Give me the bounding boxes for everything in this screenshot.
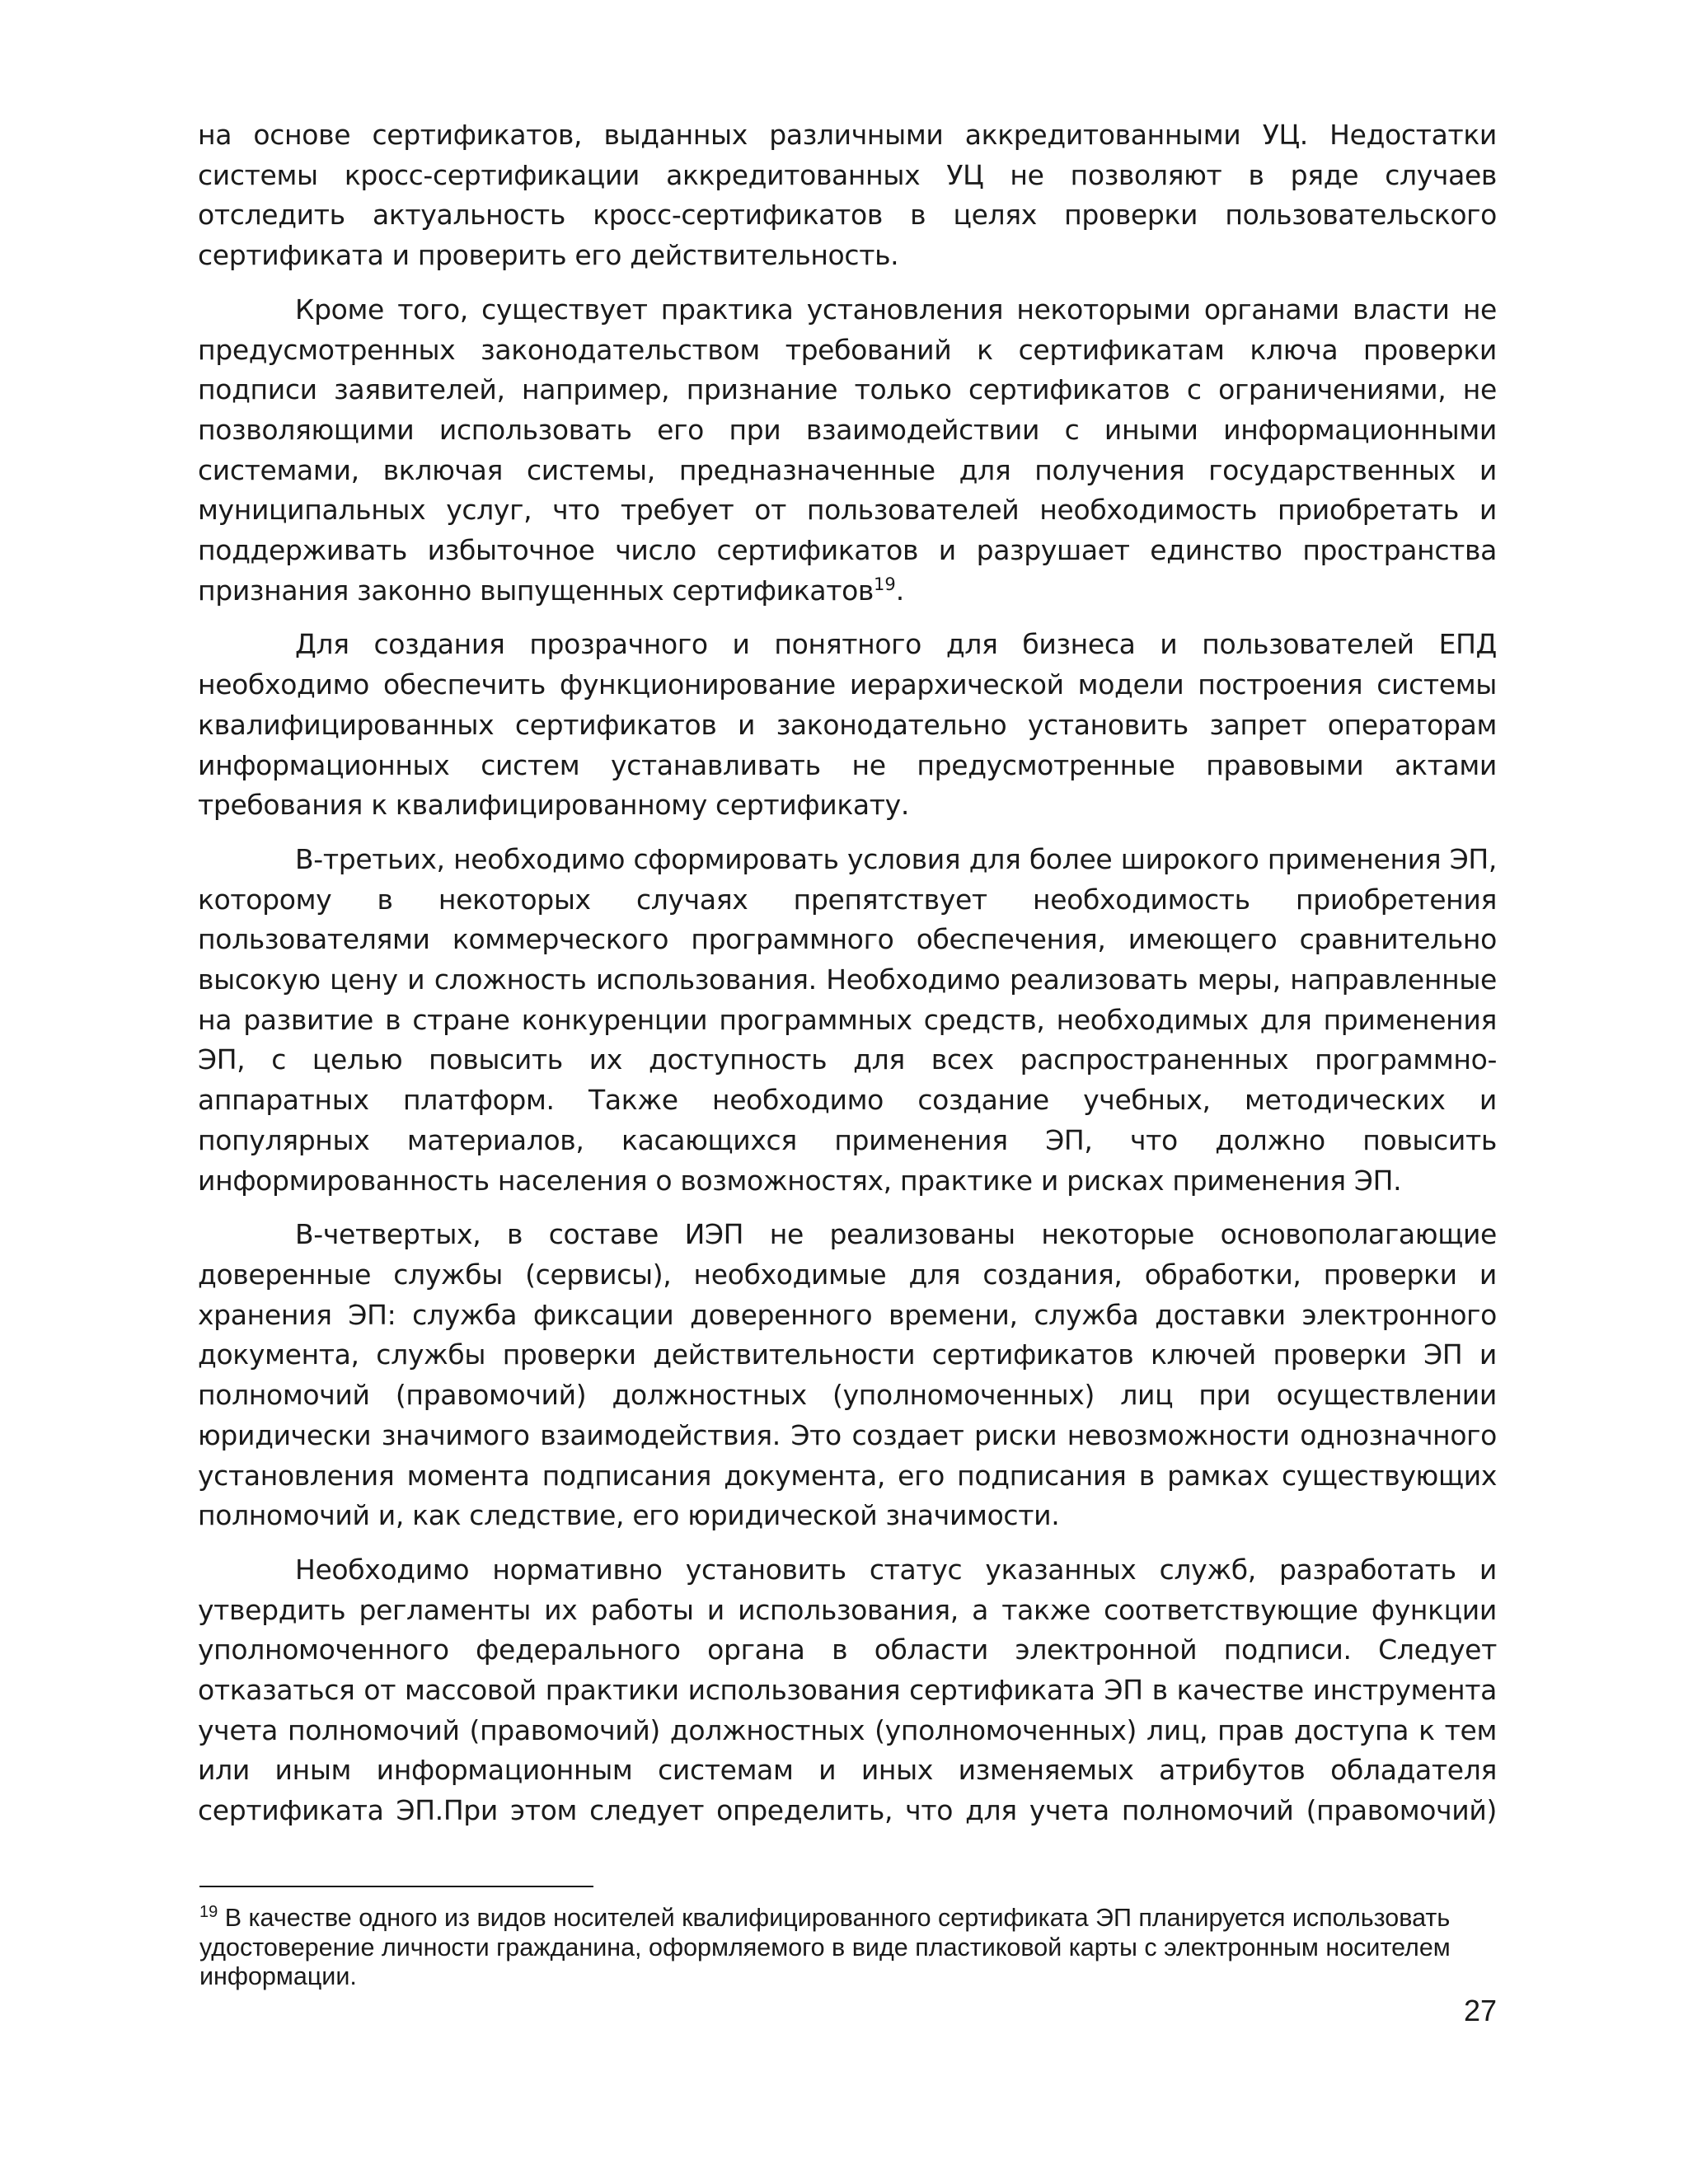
paragraph-1: на основе сертификатов, выданных различными аккредитованными УЦ. Недостатки системы кросс-сертификации аккредитованных УЦ не позволяют в ряде случаев отследить актуальность кросс-сертификатов в целях проверки пользовательского сертификата и проверить его действительность. bbox=[198, 119, 1497, 272]
page-number: 27 bbox=[1463, 1994, 1497, 2027]
footnote-separator bbox=[199, 1886, 593, 1887]
paragraph-3: Для создания прозрачного и понятного для бизнеса и пользователей ЕПД необходимо обеспечить функционирование иерархической модели построения системы квалифицированных сертификатов и законодательно установить запрет операторам информационных систем устанавливать не предусмотренные правовыми актами требования к квалифицированному сертификату. bbox=[198, 628, 1497, 822]
paragraph-2-text-end: . bbox=[895, 574, 904, 607]
paragraph-6: Необходимо нормативно установить статус указанных служб, разработать и утвердить регламенты их работы и использования, а также соответствующие функции уполномоченного федерального органа в области электронной подписи. Следует отказаться от массовой практики использования сертификата ЭП в качестве инструмента учета полномочий (правомочий) должностных (уполномоченных) лиц, прав доступа к тем или иным информационным системам и иных изменяемых атрибутов обладателя сертификата ЭП.При этом следует определить, что для учета полномочий (правомочий) bbox=[198, 1553, 1497, 1827]
paragraph-5: В-четвертых, в составе ИЭП не реализованы некоторые основополагающие доверенные службы (сервисы), необходимые для создания, обработки, проверки и хранения ЭП: служба фиксации доверенного времени, служба доставки электронного документа, службы проверки действительности сертификатов ключей проверки ЭП и полномочий (правомочий) должностных (уполномоченных) лиц при осуществлении юридически значимого взаимодействия. Это создает риски невозможности однозначного установления момента подписания документа, его подписания в рамках существующих полномочий и, как следствие, его юридической значимости. bbox=[198, 1218, 1497, 1532]
footnote-number: 19 bbox=[199, 1902, 218, 1921]
footnote-text: В качестве одного из видов носителей квалифицированного сертификата ЭП планируется использовать удостоверение личности гражданина, оформляемого в виде пластиковой карты с электронным носителем информации. bbox=[199, 1904, 1451, 1990]
footnote-reference[interactable]: 19 bbox=[874, 574, 896, 594]
paragraph-2-text: Кроме того, существует практика установления некоторыми органами власти не предусмотренных законодательством требований к сертификатам ключа проверки подписи заявителей, например, признание только сертификатов с ограничениями, не позволяющими использовать его при взаимодействии с иными информационными системами, включая системы, предназначенные для получения государственных и муниципальных услуг, что требует от пользователей необходимость приобретать и поддерживать избыточное число сертификатов и разрушает единство пространства признания законно выпущенных сертификатов bbox=[198, 293, 1497, 607]
paragraph-2 bbox=[198, 290, 1497, 612]
footnote bbox=[199, 1904, 1498, 1992]
paragraph-4: В-третьих, необходимо сформировать условия для более широкого применения ЭП, которому в некоторых случаях препятствует необходимость приобретения пользователями коммерческого программного обеспечения, имеющего сравнительно высокую цену и сложность использования. Необходимо реализовать меры, направленные на развитие в стране конкуренции программных средств, необходимых для применения ЭП, с целью повысить их доступность для всех распространенных программно-аппаратных платформ. Также необходимо создание учебных, методических и популярных материалов, касающихся применения ЭП, что должно повысить информированность населения о возможностях, практике и рисках применения ЭП. bbox=[198, 842, 1497, 1197]
body-text bbox=[198, 115, 1497, 1845]
